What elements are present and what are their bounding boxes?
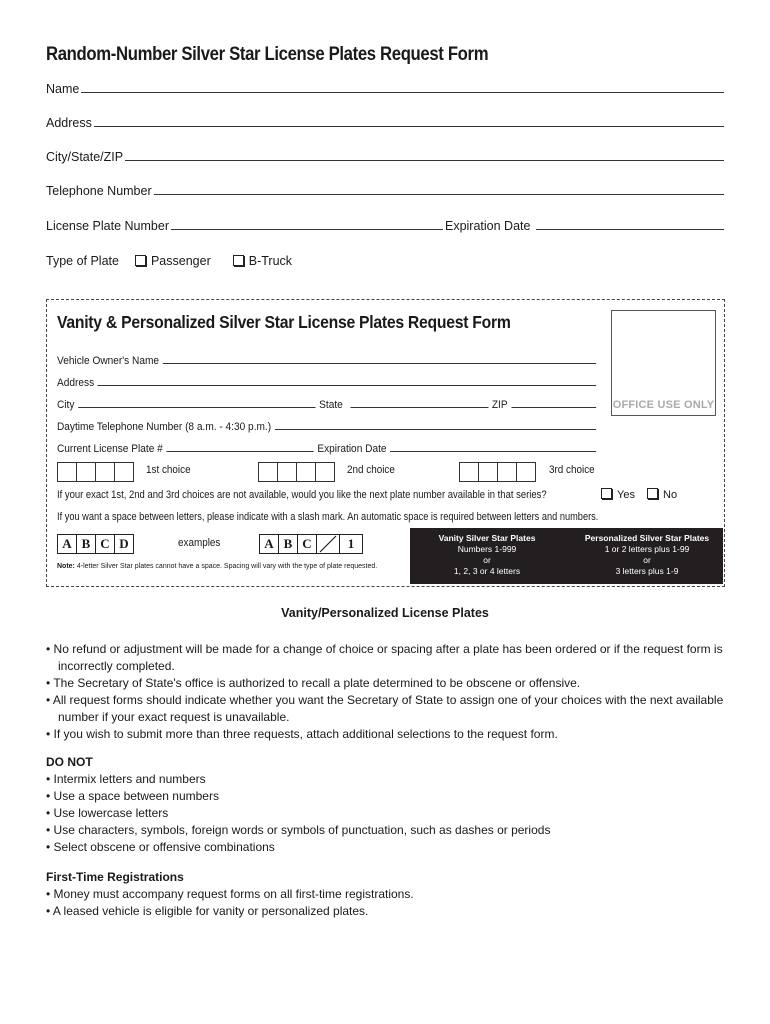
- choice3-cell[interactable]: [478, 462, 497, 482]
- first-time-item: • Money must accompany request forms on all first-time registrations.: [46, 887, 414, 901]
- owner-name-line[interactable]: [163, 362, 596, 364]
- choice2-cell[interactable]: [258, 462, 277, 482]
- example-letter: B: [279, 535, 298, 553]
- btruck-option[interactable]: [233, 254, 292, 268]
- choice1-cell[interactable]: [76, 462, 95, 482]
- passenger-checkbox[interactable]: [135, 255, 146, 266]
- plate-type-row: [46, 254, 724, 268]
- choice1-cell[interactable]: [57, 462, 76, 482]
- daytime-phone-field[interactable]: [57, 421, 600, 433]
- yes-label: Yes: [617, 489, 635, 501]
- current-plate-label: Current License Plate #: [57, 443, 163, 455]
- office-use-label: OFFICE USE ONLY: [612, 399, 715, 411]
- daytime-phone-label: Daytime Telephone Number (8 a.m. - 4:30 p.m.): [57, 421, 272, 433]
- choice3-cell[interactable]: [516, 462, 536, 482]
- choice2-label: 2nd choice: [347, 464, 395, 476]
- vanity-expiration-label: Expiration Date: [317, 443, 387, 455]
- telephone-field[interactable]: [46, 184, 724, 198]
- vanity-expiration-line[interactable]: [390, 450, 596, 452]
- vanity-state-line[interactable]: [350, 406, 488, 408]
- example-abc-slash-1: [259, 534, 363, 554]
- passenger-option[interactable]: [135, 254, 211, 268]
- choice2-cell[interactable]: [277, 462, 296, 482]
- info-bullet: • The Secretary of State's office is authorized to recall a plate determined to be obscene or offensive.: [46, 676, 581, 690]
- city-state-zip-row: [57, 399, 600, 411]
- passenger-label: Passenger: [150, 254, 211, 268]
- info-heading: Vanity/Personalized License Plates: [281, 606, 489, 620]
- choice1-cell[interactable]: [114, 462, 134, 482]
- info-bullet: • All request forms should indicate whether you want the Secretary of State to assign one of your choices with the next available number if your exact request is unavailable.: [46, 693, 724, 724]
- choice3-label: 3rd choice: [549, 464, 595, 476]
- owner-name-field[interactable]: [57, 355, 600, 367]
- no-label: No: [663, 489, 678, 501]
- next-plate-question: If your exact 1st, 2nd and 3rd choices are not available, would you like the next plate number available in that series?: [57, 489, 547, 501]
- vanity-state-label: State: [319, 399, 343, 411]
- choice2-cell[interactable]: [296, 462, 315, 482]
- current-plate-row: [57, 443, 600, 455]
- choice1-label: 1st choice: [146, 464, 191, 476]
- vanity-form-title: Vanity & Personalized Silver Star License Plates Request Form: [57, 312, 511, 332]
- vanity-zip-label: ZIP: [491, 399, 508, 411]
- personalized-rule-2: 3 letters plus 1-9: [615, 566, 679, 576]
- choice3-cells[interactable]: [459, 462, 536, 482]
- vanity-address-line[interactable]: [98, 384, 596, 386]
- example-letter: A: [260, 535, 279, 553]
- telephone-line[interactable]: [154, 193, 724, 195]
- example-number: 1: [347, 536, 355, 551]
- name-line[interactable]: [81, 91, 724, 93]
- choice2-cells[interactable]: [258, 462, 335, 482]
- no-checkbox[interactable]: [647, 488, 658, 499]
- yes-checkbox[interactable]: [601, 488, 612, 499]
- plate-number-label: License Plate Number: [46, 219, 169, 233]
- yes-option[interactable]: [601, 488, 635, 501]
- vanity-rule-2: 1, 2, 3 or 4 letters: [453, 566, 521, 576]
- first-time-item: • A leased vehicle is eligible for vanity or personalized plates.: [46, 904, 369, 918]
- space-instruction: If you want a space between letters, please indicate with a slash mark. An automatic space is required between letters and numbers.: [57, 511, 599, 523]
- name-field[interactable]: [46, 82, 724, 96]
- note-bold: Note:: [57, 563, 75, 570]
- personalized-rules: [572, 533, 722, 577]
- info-bullet: • If you wish to submit more than three requests, attach additional selections to the request form.: [46, 727, 558, 741]
- do-not-section: [46, 754, 726, 856]
- plate-number-row: [46, 219, 724, 233]
- form-title: Random-Number Silver Star License Plates Request Form: [46, 44, 489, 65]
- address-line[interactable]: [94, 125, 724, 127]
- example-letter: B: [77, 535, 96, 553]
- example-letter: D: [119, 536, 129, 551]
- plate-type-label: Type of Plate: [46, 254, 119, 268]
- do-not-item: • Select obscene or offensive combinations: [46, 840, 275, 854]
- slash-mark: [317, 535, 340, 553]
- name-label: Name: [46, 82, 80, 96]
- personalized-rule-or: or: [643, 555, 651, 565]
- expiration-line[interactable]: [536, 228, 724, 230]
- vanity-address-field[interactable]: [57, 377, 600, 389]
- example-abcd: [57, 534, 134, 554]
- do-not-item: • Intermix letters and numbers: [46, 772, 206, 786]
- examples-label: examples: [178, 537, 221, 549]
- choice1-cell[interactable]: [95, 462, 114, 482]
- choice2-cell[interactable]: [315, 462, 335, 482]
- telephone-label: Telephone Number: [46, 184, 152, 198]
- vanity-rules-title: Vanity Silver Star Plates: [438, 533, 536, 543]
- first-time-section: [46, 869, 726, 920]
- info-bullets: [46, 641, 726, 743]
- plate-rules-panel: [410, 528, 723, 584]
- do-not-item: • Use a space between numbers: [46, 789, 219, 803]
- expiration-label: Expiration Date: [444, 219, 531, 233]
- office-use-box: [611, 310, 716, 416]
- vanity-zip-line[interactable]: [511, 406, 596, 408]
- do-not-item: • Use characters, symbols, foreign words or symbols of punctuation, such as dashes or periods: [46, 823, 551, 837]
- spacing-note: [57, 563, 377, 570]
- vanity-city-label: City: [57, 399, 75, 411]
- personalized-rule-1: 1 or 2 letters plus 1-99: [604, 544, 690, 554]
- choice1-cells[interactable]: [57, 462, 134, 482]
- first-time-heading: First-Time Registrations: [46, 870, 184, 884]
- btruck-label: B-Truck: [248, 254, 293, 268]
- vanity-rules: [412, 533, 562, 577]
- daytime-phone-line[interactable]: [275, 428, 596, 430]
- current-plate-line[interactable]: [166, 450, 313, 452]
- info-bullet: • No refund or adjustment will be made for a change of choice or spacing after a plate has been ordered or if the request form is incorrectly completed.: [46, 642, 723, 673]
- address-label: Address: [46, 116, 92, 130]
- personalized-rules-title: Personalized Silver Star Plates: [584, 533, 710, 543]
- note-text: 4-letter Silver Star plates cannot have a space. Spacing will vary with the type of plate requested.: [76, 563, 378, 570]
- example-letter: C: [96, 535, 115, 553]
- vanity-address-label: Address: [57, 377, 95, 389]
- choice3-cell[interactable]: [459, 462, 478, 482]
- no-option[interactable]: [647, 488, 677, 501]
- owner-name-label: Vehicle Owner's Name: [57, 355, 160, 367]
- city-state-zip-field[interactable]: [46, 150, 724, 164]
- city-state-zip-line[interactable]: [125, 159, 724, 161]
- btruck-checkbox[interactable]: [233, 255, 244, 266]
- vanity-city-line[interactable]: [78, 406, 315, 408]
- city-state-zip-label: City/State/ZIP: [46, 150, 124, 164]
- do-not-heading: DO NOT: [46, 755, 93, 769]
- plate-number-line[interactable]: [171, 228, 443, 230]
- vanity-rule-or: or: [483, 555, 491, 565]
- slash-icon: [317, 535, 339, 553]
- address-field[interactable]: [46, 116, 724, 130]
- example-letter: C: [298, 535, 317, 553]
- example-letter: A: [58, 535, 77, 553]
- choice3-cell[interactable]: [497, 462, 516, 482]
- vanity-rule-1: Numbers 1-999: [457, 544, 517, 554]
- do-not-item: • Use lowercase letters: [46, 806, 169, 820]
